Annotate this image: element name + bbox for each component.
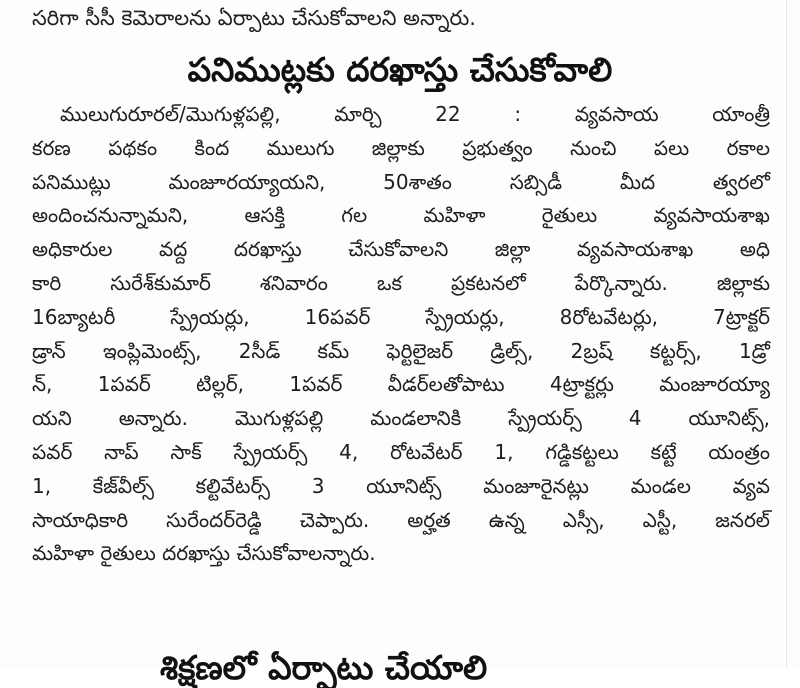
next-article-headline-cropped — [160, 648, 580, 687]
next-article-headline-text: శిక్షణలో ఏర్పాటు చేయాలి — [160, 648, 488, 687]
previous-article-last-line: సరిగా సీసీ కెమెరాలను ఏర్పాటు చేసుకోవాలని అన్నారు. — [32, 6, 476, 30]
article-body — [32, 98, 770, 571]
article-body-line: 16బ్యాటరీ స్ప్రేయర్లు, 16పవర్ స్ప్రేయర్లు, 8రోటవేటర్లు, 7ట్రాక్టర్ — [32, 304, 770, 329]
article-body-line: పవర్ నాప్ సాక్ స్ప్రేయర్స్ 4, రోటవేటర్ 1, గడ్డికట్టలు కట్టే యంత్రం — [32, 439, 770, 464]
article-body-line: సాయాధికారి సురేందర్‌రెడ్డి చెప్పారు. అర్హత ఉన్న ఎస్సీ, ఎస్టీ, జనరల్ — [32, 507, 770, 532]
article-body-line: మహిళా రైతులు దరఖాస్తు చేసుకోవాలన్నారు. — [32, 541, 376, 566]
article-body-line: పనిముట్లు మంజూరయ్యాయని, 50శాతం సబ్సిడీ మీద త్వరలో — [32, 169, 770, 194]
article-headline: పనిముట్లకు దరఖాస్తు చేసుకోవాలి — [187, 50, 613, 89]
article-body-line: 1, కేజ్‌వీల్స్ కల్టివేటర్స్ 3 యూనిట్స్ మంజూరైనట్లు మండల వ్యవ — [32, 473, 770, 498]
article-body-line: అందించనున్నామని, ఆసక్తి గల మహిళా రైతులు వ్యవసాయశాఖ — [32, 203, 770, 228]
article-body-line: కరణ పథకం కింద ములుగు జిల్లాకు ప్రభుత్వం నుంచి పలు రకాల — [32, 135, 770, 160]
article-body-line: ములుగురూరల్/మొగుళ్లపల్లి, మార్చి 22 : వ్యవసాయ యాంత్రీ — [60, 102, 770, 126]
article-body-line: న్, 1పవర్ టిల్లర్, 1పవర్ వీడర్‌లతోపాటు 4ట్రాక్టర్లు మంజూరయ్యా — [32, 372, 770, 397]
article-body-line: డ్రాన్ ఇంప్లిమెంట్స్, 2సీడ్ కమ్ ఫెర్టిలైజర్ డ్రిల్స్, 2బ్రష్ కట్టర్స్, 1డ్రో — [32, 338, 770, 363]
article-body-line: కారి సురేశ్‌కుమార్ శనివారం ఒక ప్రకటనలో పేర్కొన్నారు. జిల్లాకు — [32, 270, 770, 295]
article-body-line: అధికారుల వద్ద దరఖాస్తు చేసుకోవాలని జిల్లా వ్యవసాయశాఖ అధి — [32, 237, 770, 262]
column-divider — [786, 0, 787, 668]
article-body-line: యని అన్నారు. మొగుళ్లపల్లి మండలానికి స్ప్రేయర్స్ 4 యూనిట్స్, — [32, 406, 770, 431]
